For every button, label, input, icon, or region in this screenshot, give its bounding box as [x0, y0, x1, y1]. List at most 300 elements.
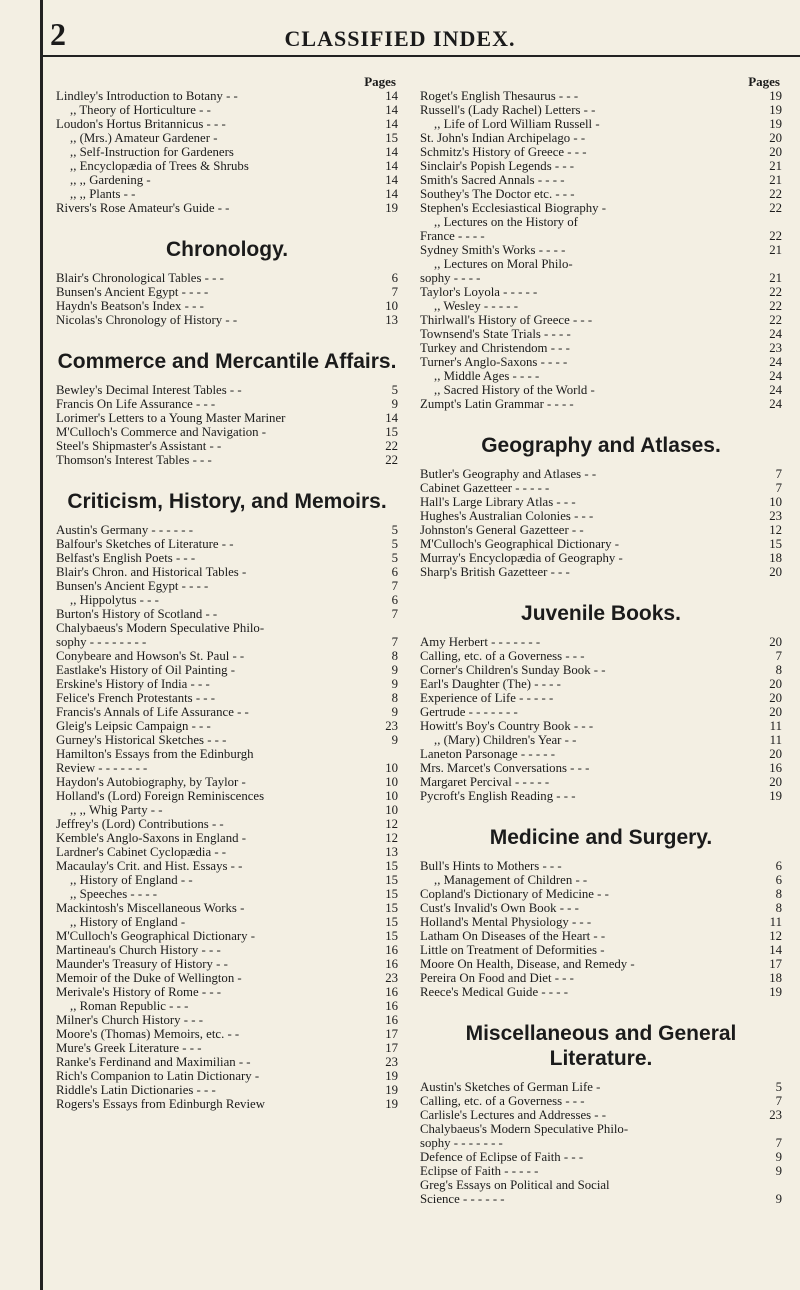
section-heading-juvenile-books: Juvenile Books. [521, 602, 681, 625]
entry-title: sophy - - - - - - - [420, 1136, 503, 1150]
entry-page-number: 20 [769, 131, 782, 145]
entry-page-number: 19 [769, 789, 782, 803]
entry-title: ,, ,, Plants - - [70, 187, 136, 201]
page-number: 2 [50, 16, 66, 52]
entry-page-number: 19 [385, 1083, 398, 1097]
entry-title: Moore On Health, Disease, and Remedy - [420, 957, 635, 971]
entry-title: Southey's The Doctor etc. - - - [420, 187, 575, 201]
index-entry [420, 915, 782, 929]
entry-page-number: 6 [391, 271, 398, 285]
entry-page-number: 17 [769, 957, 782, 971]
entry-page-number: 23 [769, 509, 782, 523]
running-title: CLASSIFIED INDEX. [284, 26, 516, 51]
entry-title: Sydney Smith's Works - - - - [420, 243, 566, 257]
entry-page-number: 16 [385, 985, 398, 999]
entry-title: Felice's French Protestants - - - [56, 691, 216, 705]
index-entry [420, 89, 782, 103]
entry-title: Bewley's Decimal Interest Tables - - [56, 383, 242, 397]
entry-page-number: 14 [385, 89, 398, 103]
entry-page-number: 14 [769, 943, 782, 957]
index-entry [56, 1041, 398, 1055]
index-entry [56, 929, 398, 943]
entry-page-number: 9 [775, 1164, 782, 1178]
entry-page-number: 21 [769, 173, 782, 187]
entry-page-number: 24 [769, 397, 782, 411]
index-entry [420, 299, 782, 313]
pages-heading: Pages [748, 74, 780, 89]
index-entry [420, 943, 782, 957]
entry-title: Lindley's Introduction to Botany - - [56, 89, 238, 103]
index-entry [56, 145, 398, 159]
index-entry [420, 985, 782, 999]
entry-page-number: 15 [385, 887, 398, 901]
entry-page-number: 19 [769, 89, 782, 103]
entry-page-number: 7 [391, 607, 398, 621]
index-entry [420, 131, 782, 145]
index-entry [420, 1150, 782, 1164]
entry-page-number: 20 [769, 145, 782, 159]
entry-title: Blair's Chronological Tables - - - [56, 271, 224, 285]
entry-title: Ranke's Ferdinand and Maximilian - - [56, 1055, 251, 1069]
entry-page-number: 10 [769, 495, 782, 509]
entry-page-number: 14 [385, 159, 398, 173]
entry-title: ,, History of England - [70, 915, 186, 929]
index-entry [56, 159, 398, 173]
index-entry [420, 495, 782, 509]
index-entry [56, 523, 398, 537]
entry-page-number: 19 [385, 1097, 398, 1111]
entry-page-number: 15 [385, 915, 398, 929]
entry-title: Hamilton's Essays from the Edinburgh [56, 747, 254, 761]
entry-page-number: 14 [385, 411, 398, 425]
section-heading-commerce-and-mercantile-affairs: Commerce and Mercantile Affairs. [57, 350, 397, 373]
entry-page-number: 11 [769, 719, 782, 733]
entry-title: M'Culloch's Geographical Dictionary - [56, 929, 256, 943]
entry-page-number: 17 [385, 1041, 398, 1055]
entry-title: Experience of Life - - - - - [420, 691, 554, 705]
index-entry [420, 859, 782, 873]
entry-page-number: 8 [775, 887, 782, 901]
section-heading-criticism-history-and-memoirs: Criticism, History, and Memoirs. [67, 490, 387, 513]
index-entry [56, 425, 398, 439]
entry-page-number: 22 [385, 453, 398, 467]
entry-title: Howitt's Boy's Country Book - - - [420, 719, 594, 733]
entry-title: Holland's (Lord) Foreign Reminiscences [56, 789, 265, 803]
index-entry [56, 733, 398, 747]
entry-title: Pycroft's English Reading - - - [420, 789, 576, 803]
entry-page-number: 21 [769, 159, 782, 173]
entry-title: Lorimer's Letters to a Young Master Mariner [56, 411, 286, 425]
entry-page-number: 7 [391, 635, 398, 649]
index-entry [56, 593, 398, 607]
entry-title: Carlisle's Lectures and Addresses - - [420, 1108, 607, 1122]
index-entry [420, 243, 782, 257]
entry-title: ,, Management of Children - - [434, 873, 588, 887]
index-entry [56, 551, 398, 565]
entry-title: Johnston's General Gazetteer - - [420, 523, 584, 537]
entry-page-number: 22 [769, 201, 782, 215]
entry-page-number: 7 [775, 1094, 782, 1108]
index-entry [420, 285, 782, 299]
entry-page-number: 22 [769, 187, 782, 201]
index-entry [56, 187, 398, 201]
entry-title: Belfast's English Poets - - - [56, 551, 196, 565]
index-entry [420, 747, 782, 761]
entry-page-number: 14 [385, 187, 398, 201]
entry-list [56, 89, 398, 215]
section-heading-chronology: Chronology. [165, 238, 289, 261]
index-entry [56, 117, 398, 131]
entry-page-number: 23 [769, 1108, 782, 1122]
entry-title: Conybeare and Howson's St. Paul - - [56, 649, 245, 663]
entry-title: ,, Speeches - - - - [70, 887, 158, 901]
entry-page-number: 7 [775, 1136, 782, 1150]
entry-page-number: 9 [775, 1150, 782, 1164]
index-entry [56, 789, 398, 803]
index-entry [56, 957, 398, 971]
index-entry [56, 761, 398, 775]
index-entry [420, 705, 782, 719]
index-entry [420, 215, 782, 229]
entry-page-number: 19 [769, 117, 782, 131]
index-entry [56, 89, 398, 103]
index-entry [56, 873, 398, 887]
entry-page-number: 24 [769, 327, 782, 341]
entry-title: Schmitz's History of Greece - - - [420, 145, 587, 159]
entry-title: ,, Lectures on Moral Philo- [434, 257, 573, 271]
left-border-rule [40, 0, 43, 1290]
entry-page-number: 12 [385, 817, 398, 831]
entry-page-number: 24 [769, 369, 782, 383]
entry-page-number: 16 [385, 1013, 398, 1027]
entry-page-number: 7 [775, 467, 782, 481]
index-entry [56, 677, 398, 691]
entry-title: Cust's Invalid's Own Book - - - [420, 901, 579, 915]
entry-page-number: 14 [385, 173, 398, 187]
index-entry [420, 1080, 782, 1094]
entry-page-number: 13 [385, 313, 398, 327]
index-entry [56, 271, 398, 285]
index-entry [56, 985, 398, 999]
entry-page-number: 20 [769, 705, 782, 719]
entry-title: Gleig's Leipsic Campaign - - - [56, 719, 211, 733]
entry-title: Margaret Percival - - - - - [420, 775, 550, 789]
entry-title: Stephen's Ecclesiastical Biography - [420, 201, 607, 215]
index-entry [420, 1094, 782, 1108]
index-entry [420, 481, 782, 495]
entry-page-number: 6 [391, 565, 398, 579]
entry-title: Kemble's Anglo-Saxons in England - [56, 831, 246, 845]
index-entry [56, 1027, 398, 1041]
entry-title: Earl's Daughter (The) - - - - [420, 677, 561, 691]
index-entry [56, 859, 398, 873]
index-entry [56, 1097, 398, 1111]
entry-page-number: 5 [391, 551, 398, 565]
entry-page-number: 20 [769, 747, 782, 761]
entry-page-number: 12 [385, 831, 398, 845]
entry-title: Eclipse of Faith - - - - - [420, 1164, 539, 1178]
index-entry [56, 1055, 398, 1069]
entry-title: Laneton Parsonage - - - - - [420, 747, 556, 761]
entry-page-number: 9 [391, 733, 398, 747]
entry-title: Lardner's Cabinet Cyclopædia - - [56, 845, 227, 859]
entry-title: Milner's Church History - - - [56, 1013, 203, 1027]
entry-title: Greg's Essays on Political and Social [420, 1178, 610, 1192]
index-entry [56, 901, 398, 915]
index-entry [420, 663, 782, 677]
entry-page-number: 11 [769, 733, 782, 747]
entry-title: Thirlwall's History of Greece - - - [420, 313, 593, 327]
entry-title: ,, ,, Gardening - [70, 173, 151, 187]
entry-title: Sinclair's Popish Legends - - - [420, 159, 575, 173]
entry-page-number: 19 [769, 103, 782, 117]
entry-title: Corner's Children's Sunday Book - - [420, 663, 606, 677]
entry-title: Little on Treatment of Deformities - [420, 943, 605, 957]
index-entry [420, 775, 782, 789]
entry-page-number: 23 [385, 719, 398, 733]
entry-page-number: 6 [391, 593, 398, 607]
index-entry [56, 607, 398, 621]
entry-list [56, 523, 398, 1111]
index-entry [420, 327, 782, 341]
index-entry [56, 201, 398, 215]
index-entry [56, 719, 398, 733]
entry-list [420, 635, 782, 803]
index-entry [420, 187, 782, 201]
index-entry [420, 649, 782, 663]
entry-title: Latham On Diseases of the Heart - - [420, 929, 606, 943]
entry-title: Hall's Large Library Atlas - - - [420, 495, 576, 509]
entry-page-number: 14 [385, 117, 398, 131]
entry-title: Mrs. Marcet's Conversations - - - [420, 761, 590, 775]
entry-page-number: 15 [385, 873, 398, 887]
index-entry [56, 285, 398, 299]
entry-title: Rogers's Essays from Edinburgh Review [56, 1097, 265, 1111]
index-entry [420, 761, 782, 775]
index-entry [420, 929, 782, 943]
entry-title: Haydon's Autobiography, by Taylor - [56, 775, 246, 789]
entry-title: Murray's Encyclopædia of Geography - [420, 551, 623, 565]
index-entry [420, 355, 782, 369]
entry-page-number: 16 [385, 943, 398, 957]
index-entry [56, 635, 398, 649]
index-entry [56, 579, 398, 593]
index-entry [420, 173, 782, 187]
index-entry [56, 747, 398, 761]
index-entry [56, 705, 398, 719]
entry-page-number: 23 [769, 341, 782, 355]
index-entry [56, 439, 398, 453]
entry-title: Austin's Germany - - - - - - [56, 523, 193, 537]
entry-page-number: 19 [769, 985, 782, 999]
index-entry [420, 159, 782, 173]
index-entry [56, 831, 398, 845]
entry-page-number: 15 [385, 131, 398, 145]
entry-title: Bunsen's Ancient Egypt - - - - [56, 579, 209, 593]
entry-page-number: 7 [775, 481, 782, 495]
entry-title: ,, Hippolytus - - - [70, 593, 159, 607]
entry-page-number: 16 [385, 957, 398, 971]
entry-title: Butler's Geography and Atlases - - [420, 467, 597, 481]
entry-page-number: 21 [769, 271, 782, 285]
entry-page-number: 5 [391, 537, 398, 551]
index-entry [420, 229, 782, 243]
entry-title: Mackintosh's Miscellaneous Works - [56, 901, 245, 915]
entry-title: Calling, etc. of a Governess - - - [420, 1094, 585, 1108]
entry-title: ,, (Mrs.) Amateur Gardener - [70, 131, 218, 145]
entry-title: Copland's Dictionary of Medicine - - [420, 887, 609, 901]
entry-title: Hughes's Australian Colonies - - - [420, 509, 594, 523]
section-heading-miscellaneous-and-general-literature: Miscellaneous and General Literature. [465, 1022, 737, 1070]
entry-page-number: 9 [391, 677, 398, 691]
entry-title: Townsend's State Trials - - - - [420, 327, 571, 341]
entry-title: Russell's (Lady Rachel) Letters - - [420, 103, 596, 117]
index-entry [56, 131, 398, 145]
index-entry [420, 313, 782, 327]
entry-title: M'Culloch's Geographical Dictionary - [420, 537, 620, 551]
entry-page-number: 21 [769, 243, 782, 257]
index-entry [420, 957, 782, 971]
entry-title: Macaulay's Crit. and Hist. Essays - - [56, 859, 243, 873]
index-entry [420, 1108, 782, 1122]
entry-page-number: 8 [391, 691, 398, 705]
index-entry [420, 397, 782, 411]
entry-page-number: 6 [775, 873, 782, 887]
entry-title: Cabinet Gazetteer - - - - - [420, 481, 550, 495]
entry-title: Calling, etc. of a Governess - - - [420, 649, 585, 663]
entry-page-number: 23 [385, 971, 398, 985]
entry-title: ,, Wesley - - - - - [434, 299, 519, 313]
index-entry [56, 775, 398, 789]
entry-title: Turner's Anglo-Saxons - - - - [420, 355, 568, 369]
index-entry [420, 103, 782, 117]
entry-page-number: 23 [385, 1055, 398, 1069]
entry-title: Chalybaeus's Modern Speculative Philo- [420, 1122, 629, 1136]
entry-page-number: 20 [769, 635, 782, 649]
entry-title: Zumpt's Latin Grammar - - - - [420, 397, 574, 411]
entry-page-number: 7 [391, 579, 398, 593]
entry-title: ,, Lectures on the History of [434, 215, 578, 229]
section-heading-medicine-and-surgery: Medicine and Surgery. [489, 826, 713, 849]
entry-title: Francis's Annals of Life Assurance - - [56, 705, 249, 719]
entry-title: ,, (Mary) Children's Year - - [434, 733, 577, 747]
index-entry [420, 1136, 782, 1150]
entry-page-number: 22 [385, 439, 398, 453]
entry-title: ,, Sacred History of the World - [434, 383, 595, 397]
entry-page-number: 6 [775, 859, 782, 873]
entry-page-number: 15 [385, 425, 398, 439]
entry-title: ,, Roman Republic - - - [70, 999, 189, 1013]
entry-title: Roget's English Thesaurus - - - [420, 89, 579, 103]
entry-title: ,, ,, Whig Party - - [70, 803, 163, 817]
entry-list [56, 383, 398, 467]
entry-list [420, 467, 782, 579]
entry-page-number: 12 [769, 929, 782, 943]
index-entry [56, 999, 398, 1013]
entry-title: Merivale's History of Rome - - - [56, 985, 222, 999]
entry-page-number: 5 [391, 523, 398, 537]
entry-title: Nicolas's Chronology of History - - [56, 313, 238, 327]
entry-title: Bunsen's Ancient Egypt - - - - [56, 285, 209, 299]
entry-page-number: 10 [385, 789, 398, 803]
entry-list [420, 89, 782, 411]
entry-page-number: 20 [769, 691, 782, 705]
entry-page-number: 10 [385, 775, 398, 789]
index-entry [420, 1122, 782, 1136]
index-entry [420, 369, 782, 383]
entry-title: Riddle's Latin Dictionaries - - - [56, 1083, 216, 1097]
entry-page-number: 8 [391, 649, 398, 663]
entry-page-number: 20 [769, 775, 782, 789]
index-entry [420, 887, 782, 901]
entry-title: Eastlake's History of Oil Painting - [56, 663, 235, 677]
index-entry [56, 1083, 398, 1097]
entry-title: ,, Encyclopædia of Trees & Shrubs [70, 159, 249, 173]
index-entry [420, 677, 782, 691]
entry-page-number: 22 [769, 313, 782, 327]
entry-page-number: 9 [391, 705, 398, 719]
index-entry [56, 397, 398, 411]
entry-page-number: 5 [775, 1080, 782, 1094]
entry-list [420, 859, 782, 999]
index-entry [56, 173, 398, 187]
entry-title: Taylor's Loyola - - - - - [420, 285, 538, 299]
entry-title: Science - - - - - - [420, 1192, 505, 1206]
entry-title: Martineau's Church History - - - [56, 943, 221, 957]
entry-page-number: 18 [769, 971, 782, 985]
entry-title: Memoir of the Duke of Wellington - [56, 971, 242, 985]
index-entry [56, 1069, 398, 1083]
entry-title: Francis On Life Assurance - - - [56, 397, 216, 411]
index-entry [420, 789, 782, 803]
index-entry [420, 1192, 782, 1206]
entry-page-number: 17 [385, 1027, 398, 1041]
left-column [56, 74, 398, 1111]
entry-title: Balfour's Sketches of Literature - - [56, 537, 234, 551]
entry-title: Sharp's British Gazetteer - - - [420, 565, 570, 579]
index-entry [56, 971, 398, 985]
entry-page-number: 11 [769, 915, 782, 929]
index-entry [420, 117, 782, 131]
entry-page-number: 19 [385, 201, 398, 215]
entry-list [56, 271, 398, 327]
entry-page-number: 9 [391, 663, 398, 677]
index-entry [56, 649, 398, 663]
entry-page-number: 15 [769, 537, 782, 551]
entry-page-number: 10 [385, 299, 398, 313]
entry-title: Austin's Sketches of German Life - [420, 1080, 601, 1094]
index-entry [420, 341, 782, 355]
entry-title: Reece's Medical Guide - - - - [420, 985, 568, 999]
index-entry [56, 621, 398, 635]
index-entry [420, 635, 782, 649]
index-entry [56, 663, 398, 677]
entry-title: M'Culloch's Commerce and Navigation - [56, 425, 267, 439]
entry-page-number: 22 [769, 229, 782, 243]
entry-title: Moore's (Thomas) Memoirs, etc. - - [56, 1027, 240, 1041]
right-column [420, 74, 782, 1206]
entry-page-number: 10 [385, 803, 398, 817]
entry-title: Thomson's Interest Tables - - - [56, 453, 212, 467]
entry-title: Haydn's Beatson's Index - - - [56, 299, 204, 313]
entry-page-number: 22 [769, 285, 782, 299]
section-heading-geography-and-atlases: Geography and Atlases. [481, 434, 721, 457]
entry-title: Pereira On Food and Diet - - - [420, 971, 574, 985]
entry-page-number: 24 [769, 383, 782, 397]
entry-title: Turkey and Christendom - - - [420, 341, 570, 355]
index-entry [420, 901, 782, 915]
entry-page-number: 16 [769, 761, 782, 775]
